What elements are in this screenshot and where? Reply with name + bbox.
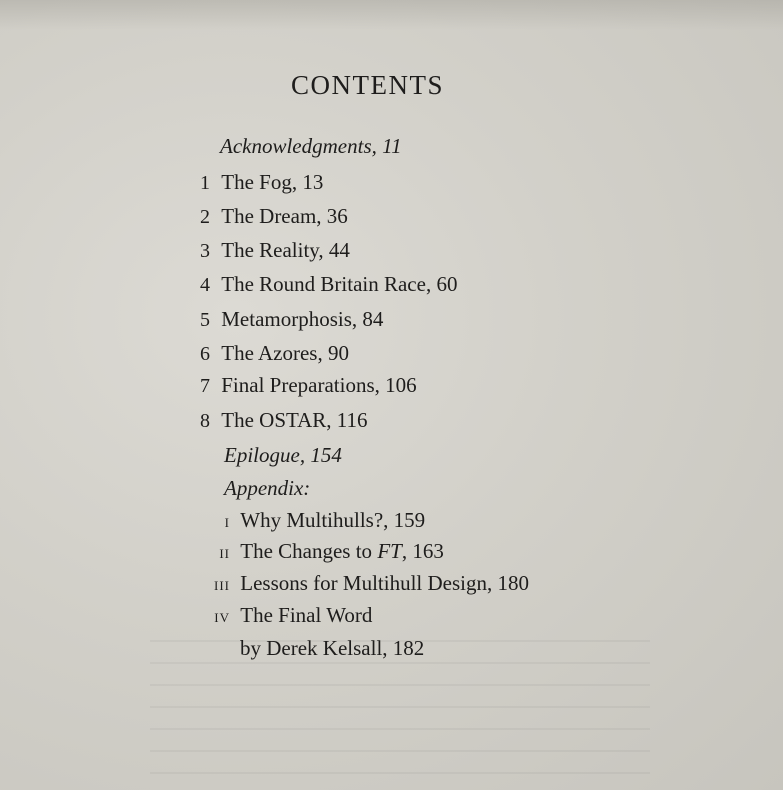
appendix-title-page: , 163 <box>401 539 444 563</box>
chapter-number: 2 <box>200 206 210 228</box>
toc-entry-chapter-7 <box>192 375 417 396</box>
chapter-title: The Fog, 13 <box>221 170 324 194</box>
acknowledgments-entry: Acknowledgments, 11 <box>220 134 402 158</box>
toc-entry-chapter-3 <box>192 240 350 261</box>
chapter-title: The Round Britain Race, 60 <box>221 272 458 296</box>
appendix-number: iii <box>214 574 230 595</box>
toc-entry-appendix-2 <box>196 541 444 562</box>
toc-entry-chapter-8 <box>192 410 368 431</box>
page-title: CONTENTS <box>291 70 444 100</box>
chapter-title: Final Preparations, 106 <box>221 373 417 397</box>
chapter-number: 8 <box>200 410 210 432</box>
appendix-number: ii <box>219 542 230 563</box>
appendix-label: Appendix: <box>224 476 311 500</box>
chapter-number: 5 <box>200 309 210 331</box>
epilogue-entry: Epilogue, 154 <box>224 443 342 467</box>
appendix-title: The Final Word <box>240 603 373 627</box>
appendix-title: Why Multihulls?, 159 <box>240 508 426 532</box>
show-through-text <box>150 636 650 780</box>
chapter-title: Metamorphosis, 84 <box>221 307 384 331</box>
appendix-title-text: The Changes to <box>240 539 378 563</box>
chapter-number: 3 <box>200 240 210 262</box>
toc-entry-chapter-6 <box>192 343 349 364</box>
toc-entry-appendix-3 <box>196 573 529 594</box>
chapter-number: 7 <box>200 375 210 397</box>
chapter-number: 4 <box>200 274 210 296</box>
chapter-number: 6 <box>200 343 210 365</box>
appendix-number: iv <box>214 606 230 627</box>
toc-entry-appendix-1 <box>196 510 425 531</box>
toc-entry-chapter-2 <box>192 206 348 227</box>
chapter-title: The OSTAR, 116 <box>221 408 368 432</box>
appendix-title: Lessons for Multihull Design, 180 <box>240 571 529 595</box>
toc-entry-appendix-4 <box>196 605 372 626</box>
chapter-number: 1 <box>200 172 210 194</box>
appendix-title-italic: FT <box>377 539 402 563</box>
toc-entry-chapter-4 <box>192 274 457 295</box>
chapter-title: The Dream, 36 <box>221 204 348 228</box>
appendix-number: i <box>224 511 230 532</box>
appendix-title <box>240 539 444 563</box>
chapter-title: The Azores, 90 <box>221 341 349 365</box>
appendix-continuation: by Derek Kelsall, 182 <box>240 636 425 660</box>
toc-entry-chapter-1 <box>192 172 323 193</box>
chapter-title: The Reality, 44 <box>221 238 350 262</box>
toc-entry-chapter-5 <box>192 309 383 330</box>
